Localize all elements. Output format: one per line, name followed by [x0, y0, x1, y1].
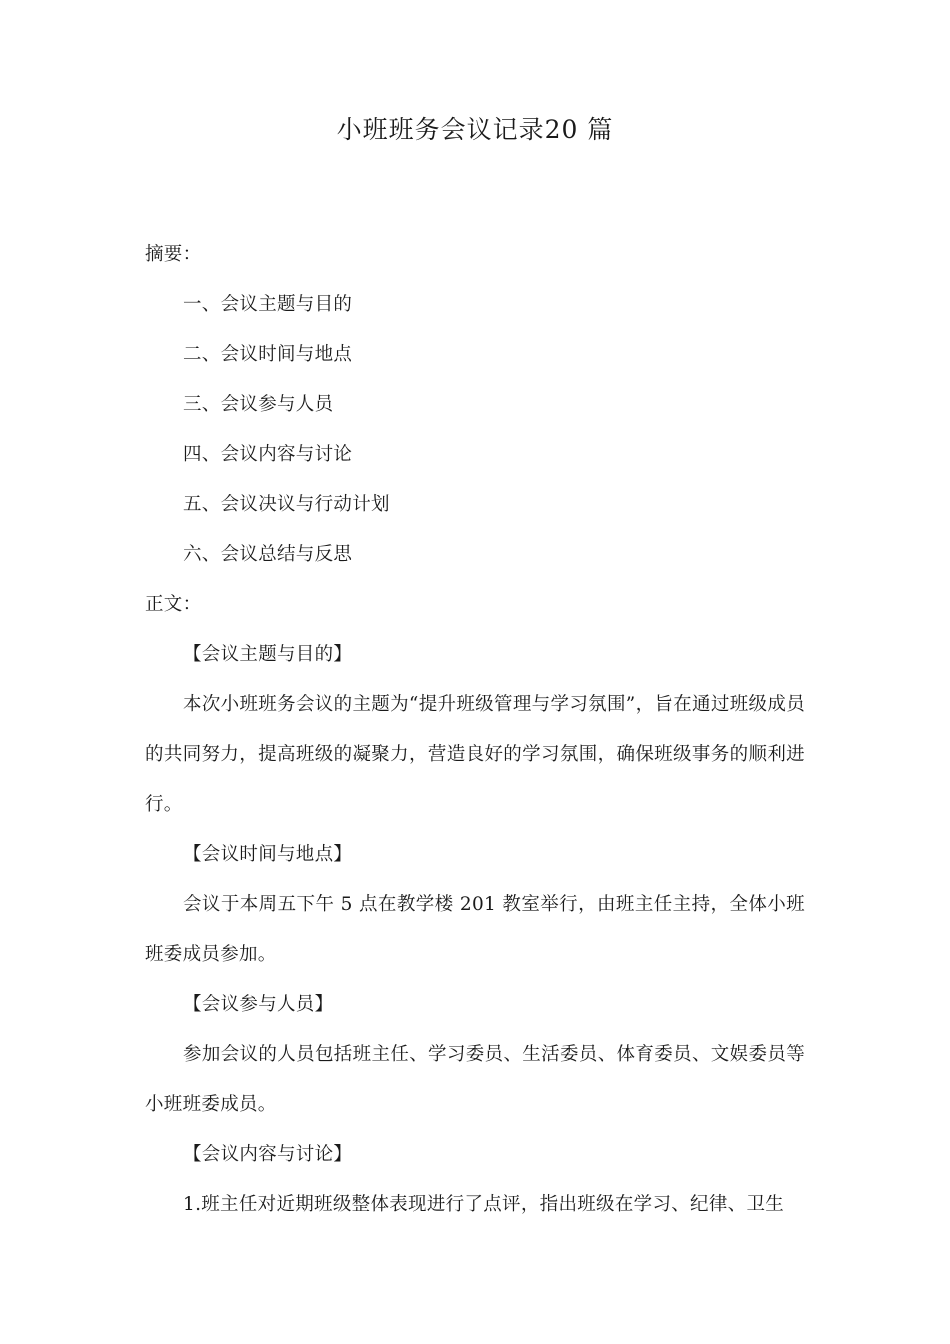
- summary-item: 三、会议参与人员: [183, 394, 334, 415]
- section-heading: 【会议主题与目的】: [183, 644, 353, 665]
- section-paragraph: 本次小班班务会议的主题为“提升班级管理与学习氛围”，旨在通过班级成员的共同努力，提高班级的凝聚力，营造良好的学习氛围，确保班级事务的顺利进行。: [145, 694, 805, 815]
- section-theme: [145, 630, 805, 830]
- section-participants: [145, 980, 805, 1130]
- summary-item: 六、会议总结与反思: [183, 544, 353, 565]
- section-time-place: [145, 830, 805, 980]
- document-title: 小班班务会议记录20 篇: [336, 115, 614, 144]
- section-paragraph: 参加会议的人员包括班主任、学习委员、生活委员、体育委员、文娱委员等小班班委成员。: [145, 1044, 805, 1115]
- summary-label: 摘要：: [145, 244, 202, 265]
- summary-item: 五、会议决议与行动计划: [183, 494, 390, 515]
- summary-list: [145, 280, 805, 580]
- section-content-discussion: [145, 1130, 805, 1230]
- summary-item: 二、会议时间与地点: [183, 344, 353, 365]
- section-paragraph: 会议于本周五下午 5 点在教学楼 201 教室举行，由班主任主持，全体小班班委成员参加。: [145, 894, 805, 965]
- summary-item: 一、会议主题与目的: [183, 294, 353, 315]
- section-heading: 【会议内容与讨论】: [183, 1144, 353, 1165]
- section-heading: 【会议时间与地点】: [183, 844, 353, 865]
- body-label: 正文：: [145, 594, 202, 615]
- summary-item: 四、会议内容与讨论: [183, 444, 353, 465]
- section-heading: 【会议参与人员】: [183, 994, 334, 1015]
- section-paragraph: 1.班主任对近期班级整体表现进行了点评，指出班级在学习、纪律、卫生: [183, 1194, 785, 1215]
